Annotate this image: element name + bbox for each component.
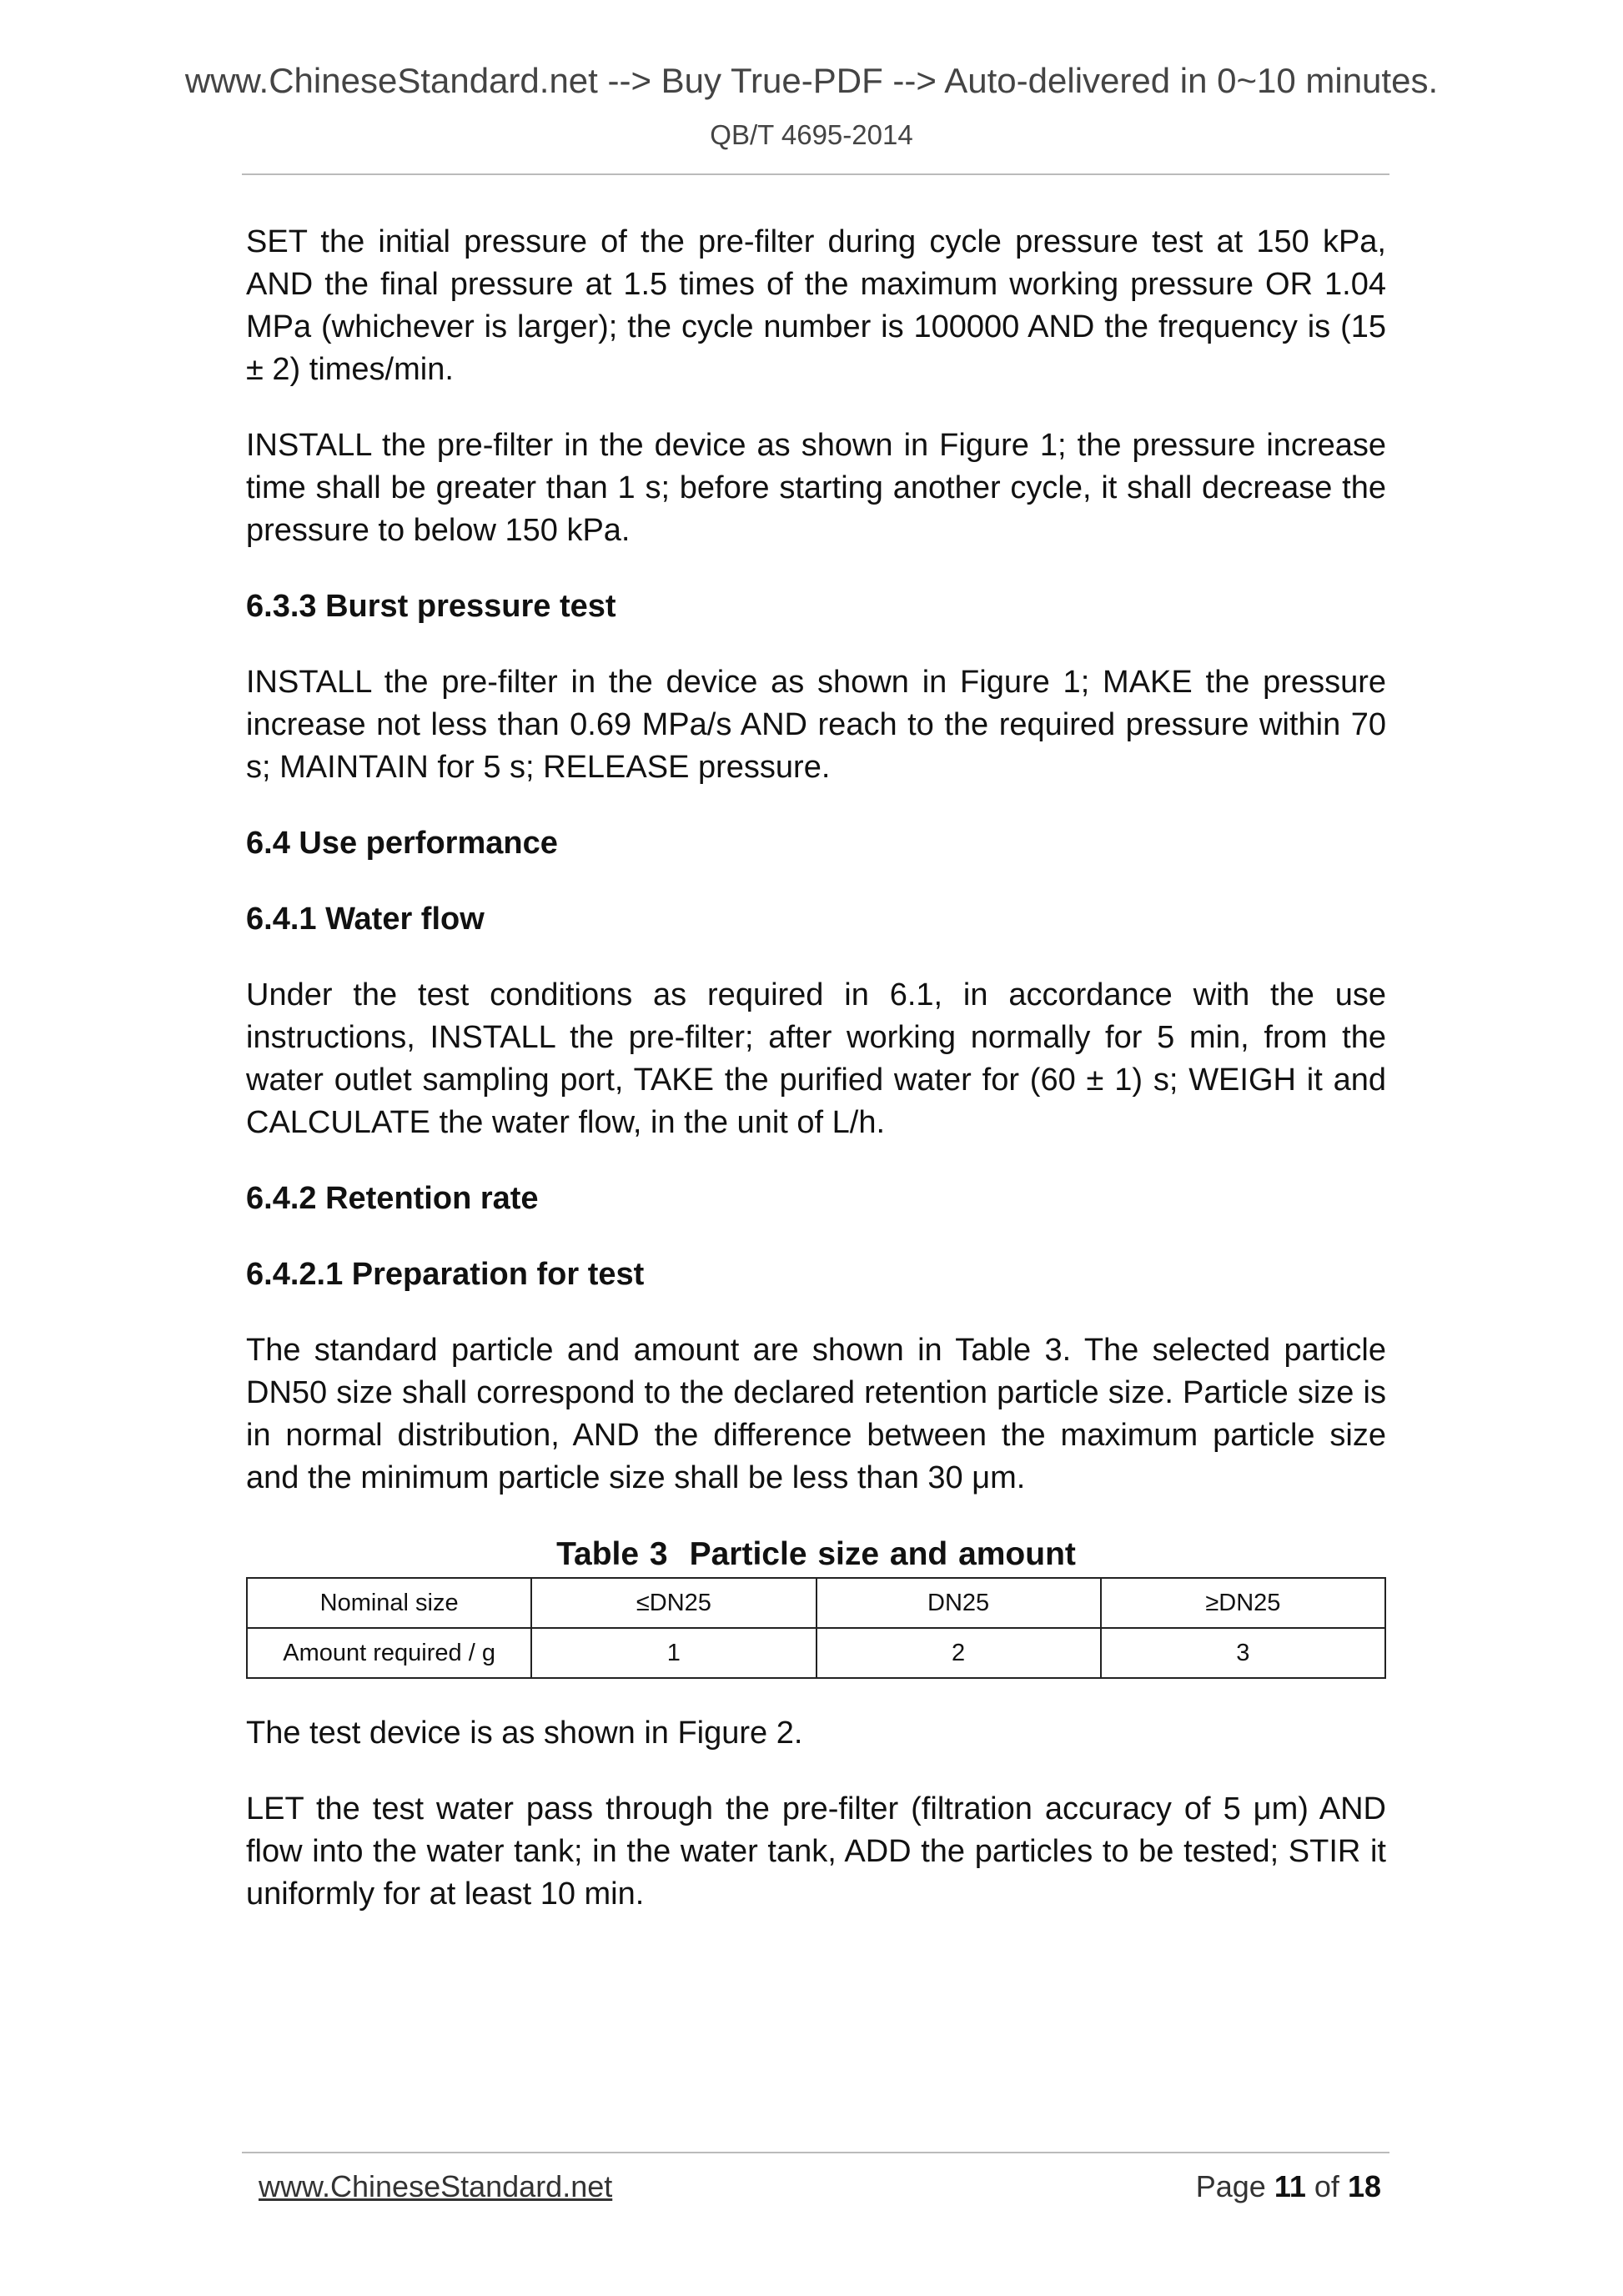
page-content (246, 221, 1386, 1949)
table-caption-number: Table 3 (556, 1536, 668, 1572)
table-cell: 3 (1101, 1628, 1385, 1678)
footer-site-link[interactable]: www.ChineseStandard.net (259, 2169, 613, 2203)
particle-size-table (246, 1577, 1386, 1679)
table-row (247, 1628, 1385, 1678)
table-cell: DN25 (817, 1578, 1101, 1628)
paragraph-water-flow: Under the test conditions as required in 6.1, in accordance with the use instructions, INSTALL the pre-filter; after working normally for 5 min, from the water outlet sampling port, TAKE the purified water for (60 ± 1) s; WEIGH it and CALCULATE the water flow, in the unit of L/h. (246, 977, 1386, 1140)
table-caption-title: Particle size and amount (689, 1536, 1076, 1572)
paragraph-test-device: The test device is as shown in Figure 2. (246, 1716, 803, 1751)
table-cell: ≤DN25 (531, 1578, 816, 1628)
page-word: Page (1195, 2169, 1266, 2203)
heading-6-4: 6.4 Use performance (246, 826, 558, 861)
header-divider (242, 173, 1389, 175)
table-caption (246, 1533, 1386, 1575)
heading-6-4-2-1: 6.4.2.1 Preparation for test (246, 1257, 645, 1292)
table-cell: 2 (817, 1628, 1101, 1678)
paragraph-cycle-pressure-install: INSTALL the pre-filter in the device as shown in Figure 1; the pressure increase time shall be greater than 1 s; before starting another cycle, it shall decrease the pressure to below 150 kPa. (246, 428, 1386, 548)
table-cell: 1 (531, 1628, 816, 1678)
table-cell: ≥DN25 (1101, 1578, 1385, 1628)
paragraph-cycle-pressure-settings: SET the initial pressure of the pre-filter during cycle pressure test at 150 kPa, AND the final pressure at 1.5 times of the maximum working pressure OR 1.04 MPa (whichever is larger); the cycle number is 100000 AND the frequency is (15 ± 2) times/min. (246, 224, 1386, 387)
heading-6-4-2: 6.4.2 Retention rate (246, 1181, 539, 1216)
paragraph-test-water: LET the test water pass through the pre-filter (filtration accuracy of 5 μm) AND flow into the water tank; in the water tank, ADD the particles to be tested; STIR it uniformly for at least 10 min. (246, 1791, 1386, 1912)
page-total: 18 (1347, 2169, 1381, 2203)
document-id: QB/T 4695-2014 (710, 119, 913, 150)
paragraph-burst-pressure: INSTALL the pre-filter in the device as shown in Figure 1; MAKE the pressure increase not less than 0.69 MPa/s AND reach to the required pressure within 70 s; MAINTAIN for 5 s; RELEASE pressure. (246, 665, 1386, 785)
page-current: 11 (1274, 2169, 1306, 2203)
of-word: of (1314, 2169, 1339, 2203)
site-banner: www.ChineseStandard.net --> Buy True-PDF --> Auto-delivered in 0~10 minutes. (184, 61, 1439, 100)
paragraph-particle-preparation: The standard particle and amount are shown in Table 3. The selected particle DN50 size shall correspond to the declared retention particle size. Particle size is in normal distribution, AND the difference between the maximum particle size and the minimum particle size shall be less than 30 μm. (246, 1333, 1386, 1495)
table-cell: Nominal size (247, 1578, 531, 1628)
table-row (247, 1578, 1385, 1628)
heading-6-3-3: 6.3.3 Burst pressure test (246, 589, 616, 624)
footer-divider (242, 2152, 1389, 2153)
heading-6-4-1: 6.4.1 Water flow (246, 902, 485, 937)
page-number (1195, 2169, 1381, 2203)
table-cell: Amount required / g (247, 1628, 531, 1678)
